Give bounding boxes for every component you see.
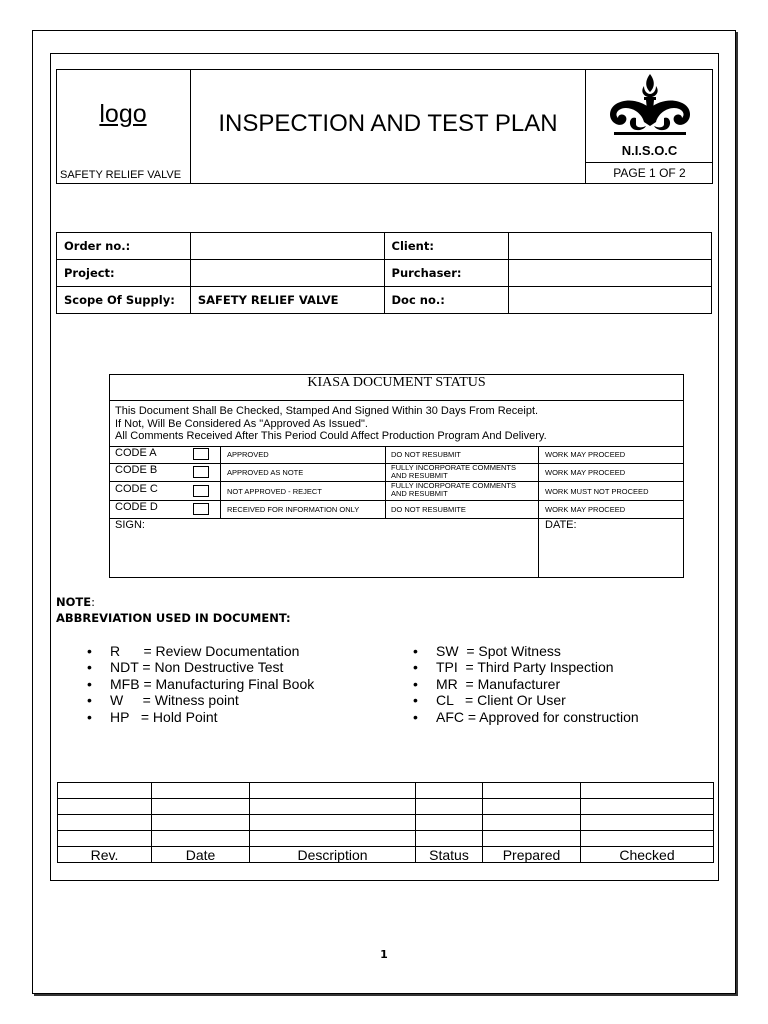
purchaser-label: Purchaser: [384, 260, 509, 287]
list-item: • TPI = Third Party Inspection [413, 659, 639, 675]
instruction-line: If Not, Will Be Considered As "Approved As Issued". [115, 417, 368, 430]
order-value [190, 233, 384, 260]
rev-cell [250, 815, 416, 831]
note-heading [56, 595, 95, 609]
code-b-checkbox[interactable] [193, 466, 209, 478]
list-item: • MFB = Manufacturing Final Book [87, 676, 314, 692]
revision-header-row [58, 847, 714, 863]
divider [109, 400, 684, 401]
list-item: • HP = Hold Point [87, 709, 314, 725]
client-label: Client: [384, 233, 509, 260]
prepared-header: Prepared [483, 847, 581, 863]
sign-label: SIGN: [115, 519, 145, 531]
divider [109, 500, 684, 501]
table-row [58, 831, 714, 847]
rev-cell [483, 783, 581, 799]
list-item: • MR = Manufacturer [413, 676, 639, 692]
divider [220, 446, 221, 518]
kiasa-instructions [115, 405, 547, 443]
instruction-line: All Comments Received After This Period Could Affect Production Program And Delivery. [115, 430, 547, 442]
list-item: • W = Witness point [87, 692, 314, 708]
rev-cell [581, 799, 714, 815]
code-b-action: FULLY INCORPORATE COMMENTS AND RESUBMIT [391, 463, 517, 480]
list-item: • CL = Client Or User [413, 692, 639, 708]
table-row [57, 287, 712, 314]
divider [385, 446, 386, 518]
rev-cell [58, 831, 152, 847]
header-subtitle: SAFETY RELIEF VALVE [60, 169, 182, 181]
client-value [509, 233, 712, 260]
code-d-label: CODE D [115, 501, 158, 513]
rev-cell [581, 831, 714, 847]
code-a-checkbox[interactable] [193, 448, 209, 460]
revision-table [57, 782, 714, 863]
instruction-line: This Document Shall Be Checked, Stamped And Signed Within 30 Days From Receipt. [115, 405, 539, 417]
code-d-action: DO NOT RESUBMITE [391, 505, 466, 514]
code-c-checkbox[interactable] [193, 485, 209, 497]
code-c-action: FULLY INCORPORATE COMMENTS AND RESUBMIT [391, 481, 517, 498]
status-header: Status [416, 847, 483, 863]
order-label: Order no.: [57, 233, 191, 260]
table-row [58, 783, 714, 799]
rev-cell [152, 783, 250, 799]
page-indicator: PAGE 1 OF 2 [613, 166, 686, 180]
list-item: • AFC = Approved for construction [413, 709, 639, 725]
note-label: NOTE [56, 595, 92, 609]
code-b-label: CODE B [115, 464, 158, 476]
rev-cell [416, 799, 483, 815]
rev-cell [152, 799, 250, 815]
page-number: 1 [380, 948, 388, 961]
rev-cell [483, 831, 581, 847]
rev-cell [58, 799, 152, 815]
logo-placeholder: logo [99, 100, 147, 128]
code-b-status: APPROVED AS NOTE [227, 468, 304, 477]
description-header: Description [250, 847, 416, 863]
rev-cell [152, 831, 250, 847]
rev-cell [416, 831, 483, 847]
table-row [58, 815, 714, 831]
rev-cell [581, 815, 714, 831]
organization-name: N.I.S.O.C [621, 143, 678, 158]
code-a-action: DO NOT RESUBMIT [391, 450, 461, 459]
project-label: Project: [57, 260, 191, 287]
checked-header: Checked [581, 847, 714, 863]
code-d-checkbox[interactable] [193, 503, 209, 515]
date-label: DATE: [545, 519, 577, 531]
order-info-table [56, 232, 712, 314]
table-row [58, 799, 714, 815]
doc-no-value [509, 287, 712, 314]
abbreviation-list-right [413, 643, 639, 725]
rev-cell [483, 815, 581, 831]
header-divider [585, 162, 713, 163]
rev-cell [250, 783, 416, 799]
code-b-work: WORK MAY PROCEED [545, 468, 626, 477]
code-c-status: NOT APPROVED - REJECT [227, 487, 322, 496]
kiasa-title: KIASA DOCUMENT STATUS [307, 375, 486, 390]
divider [109, 518, 684, 519]
list-item: • R = Review Documentation [87, 643, 314, 659]
rev-cell [250, 831, 416, 847]
code-c-label: CODE C [115, 483, 158, 495]
code-d-status: RECEIVED FOR INFORMATION ONLY [227, 505, 360, 514]
abbreviation-list-left [87, 643, 314, 725]
code-a-work: WORK MAY PROCEED [545, 450, 626, 459]
rev-cell [58, 815, 152, 831]
rev-cell [58, 783, 152, 799]
abbreviation-title: ABBREVIATION USED IN DOCUMENT: [56, 611, 291, 625]
purchaser-value [509, 260, 712, 287]
table-row [57, 260, 712, 287]
list-item: • SW = Spot Witness [413, 643, 639, 659]
rev-cell [416, 815, 483, 831]
rev-cell [581, 783, 714, 799]
code-a-label: CODE A [115, 447, 157, 459]
divider [538, 446, 539, 578]
scope-value: SAFETY RELIEF VALVE [190, 287, 384, 314]
date-header: Date [152, 847, 250, 863]
divider [109, 446, 684, 447]
table-row [57, 233, 712, 260]
rev-cell [250, 799, 416, 815]
list-item: • NDT = Non Destructive Test [87, 659, 314, 675]
scope-label: Scope Of Supply: [57, 287, 191, 314]
rev-cell [152, 815, 250, 831]
rev-cell [416, 783, 483, 799]
nisoc-emblem-icon [600, 72, 700, 144]
rev-header: Rev. [58, 847, 152, 863]
note-colon: : [91, 595, 95, 609]
code-c-work: WORK MUST NOT PROCEED [545, 487, 649, 496]
rev-cell [483, 799, 581, 815]
doc-no-label: Doc no.: [384, 287, 509, 314]
project-value [190, 260, 384, 287]
code-d-work: WORK MAY PROCEED [545, 505, 626, 514]
code-a-status: APPROVED [227, 450, 269, 459]
document-title: INSPECTION AND TEST PLAN [218, 110, 558, 137]
